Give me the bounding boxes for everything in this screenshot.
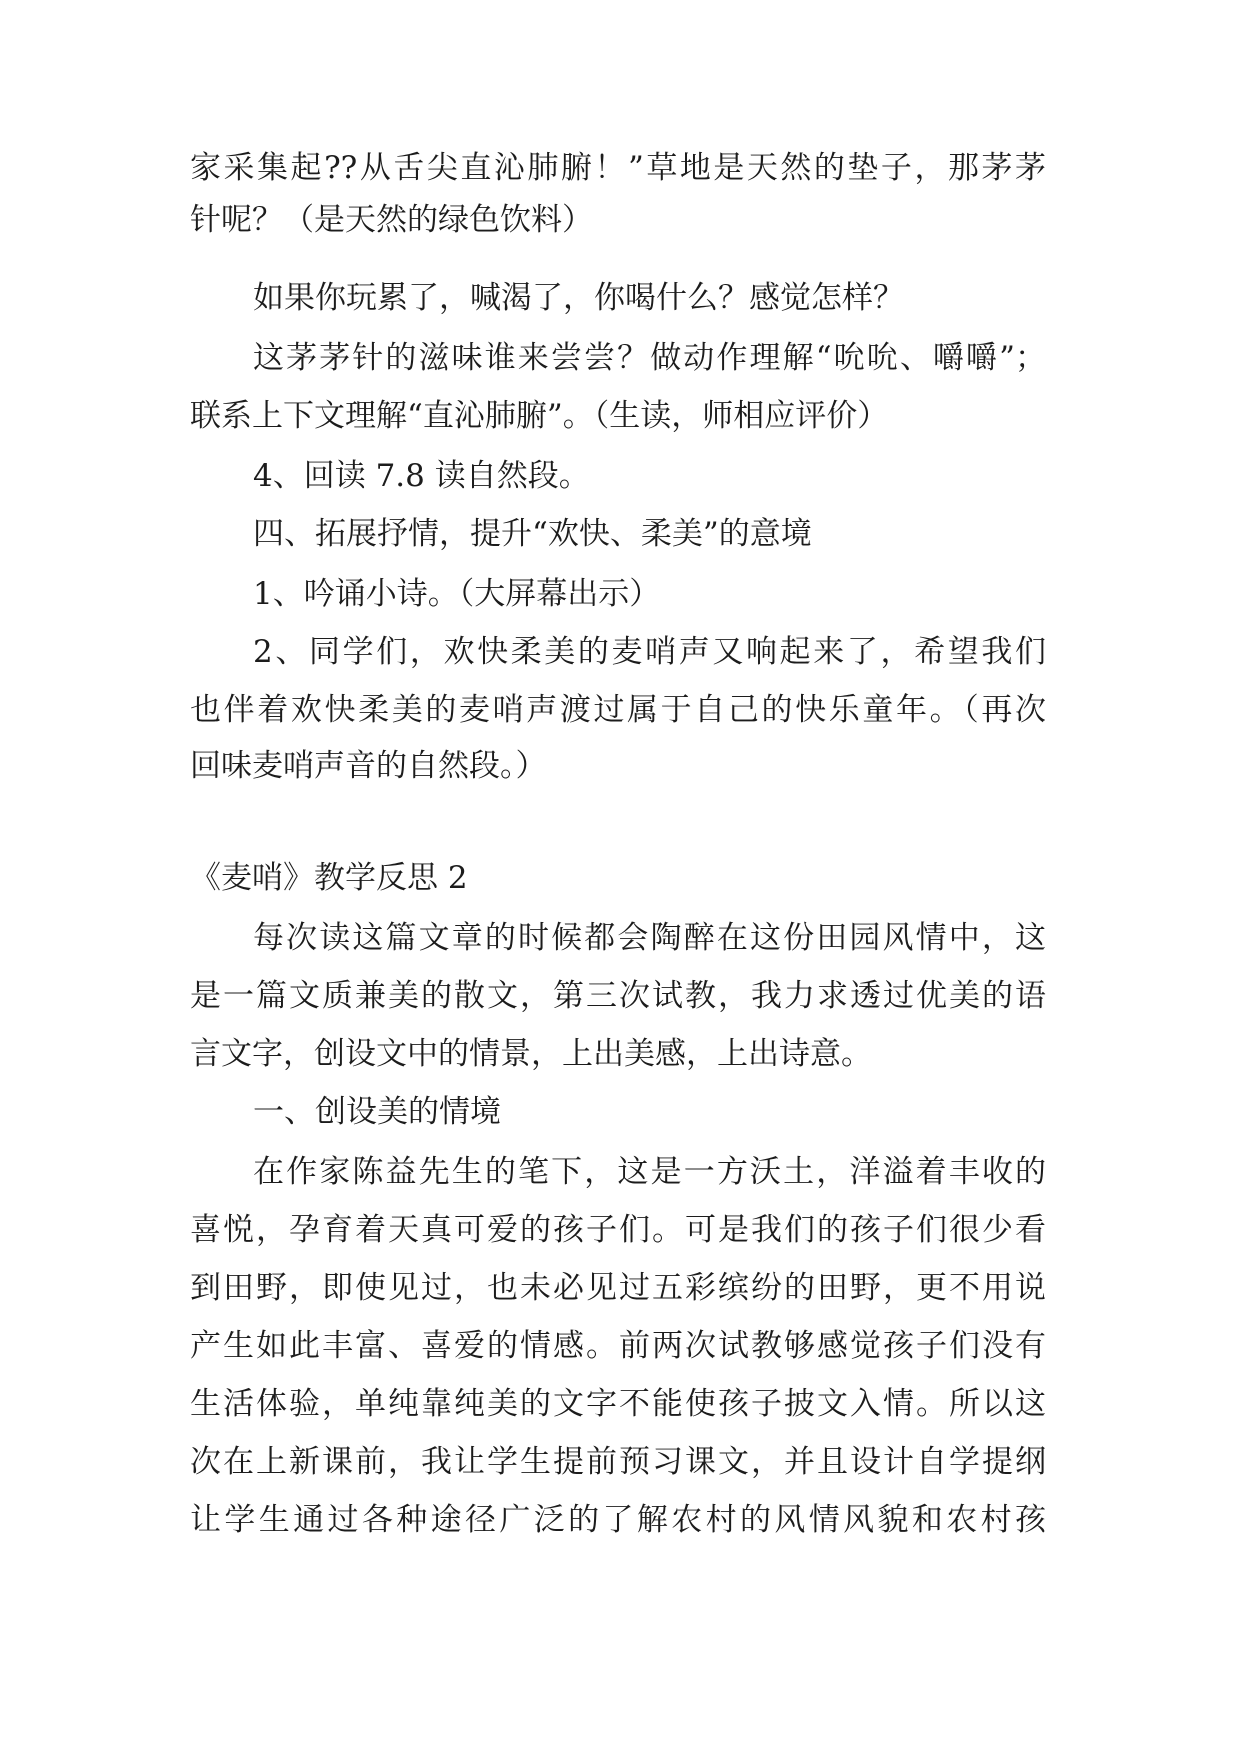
paragraph-line: 到田野，即使见过，也未必见过五彩缤纷的田野，更不用说 <box>190 1270 1046 1306</box>
paragraph-line: 针呢？（是天然的绿色饮料） <box>190 202 593 238</box>
paragraph-line: 一、创设美的情境 <box>253 1094 501 1130</box>
paragraph-line: 是一篇文质兼美的散文，第三次试教，我力求透过优美的语 <box>190 978 1046 1014</box>
paragraph-line: 如果你玩累了，喊渴了，你喝什么？感觉怎样？ <box>253 280 904 316</box>
paragraph-line: 让学生通过各种途径广泛的了解农村的风情风貌和农村孩 <box>190 1502 1046 1538</box>
paragraph-line: 每次读这篇文章的时候都会陶醉在这份田园风情中，这 <box>253 920 1046 956</box>
paragraph-line: 也伴着欢快柔美的麦哨声渡过属于自己的快乐童年。（再次 <box>190 692 1046 728</box>
paragraph-line: 回味麦哨声音的自然段。） <box>190 748 547 784</box>
paragraph-line: 1、吟诵小诗。（大屏幕出示） <box>253 576 661 612</box>
paragraph-line: 家采集起??从舌尖直沁肺腑！”草地是天然的垫子，那茅茅 <box>190 150 1046 186</box>
paragraph-line: 在作家陈益先生的笔下，这是一方沃土，洋溢着丰收的 <box>253 1154 1046 1190</box>
paragraph-line: 生活体验，单纯靠纯美的文字不能使孩子披文入情。所以这 <box>190 1386 1046 1422</box>
paragraph-line: 联系上下文理解“直沁肺腑”。（生读，师相应评价） <box>190 398 889 434</box>
paragraph-line: 次在上新课前，我让学生提前预习课文，并且设计自学提纲 <box>190 1444 1046 1480</box>
paragraph-line: 4、回读 7.8 读自然段。 <box>253 458 590 494</box>
paragraph-line: 这茅茅针的滋味谁来尝尝？做动作理解“吮吮、嚼嚼”； <box>253 340 1046 376</box>
paragraph-line: 喜悦，孕育着天真可爱的孩子们。可是我们的孩子们很少看 <box>190 1212 1046 1248</box>
paragraph-line: 言文字，创设文中的情景，上出美感，上出诗意。 <box>190 1036 872 1072</box>
section-heading: 《麦哨》教学反思 2 <box>190 860 468 896</box>
paragraph-line: 2、同学们，欢快柔美的麦哨声又响起来了，希望我们 <box>253 634 1046 670</box>
paragraph-line: 产生如此丰富、喜爱的情感。前两次试教够感觉孩子们没有 <box>190 1328 1046 1364</box>
paragraph-line: 四、拓展抒情，提升“欢快、柔美”的意境 <box>253 516 812 552</box>
